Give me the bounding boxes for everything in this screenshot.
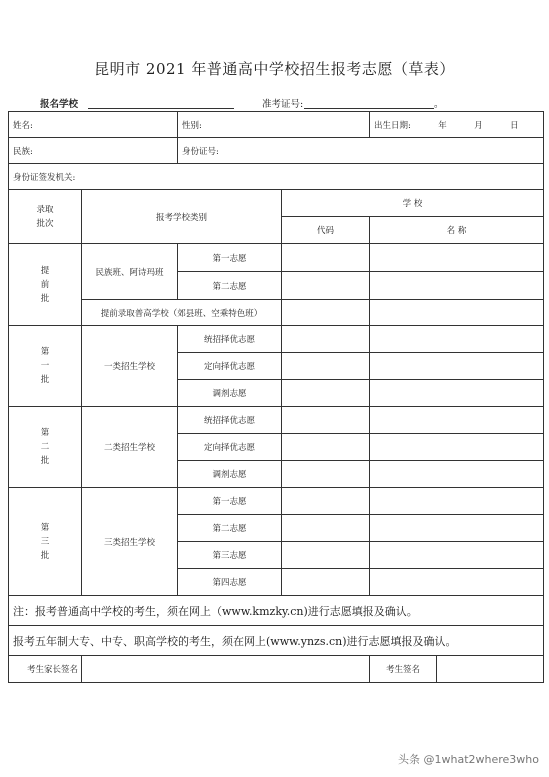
school-name-header: 名 称 bbox=[370, 217, 544, 244]
school-header: 学 校 bbox=[282, 190, 544, 217]
id-number-cell[interactable] bbox=[178, 138, 544, 164]
note-1: 注：报考普通高中学校的考生，须在网上（www.kmzky.cn)进行志愿填报及确认。 bbox=[9, 596, 544, 626]
school-name-input[interactable] bbox=[370, 461, 544, 488]
school-code-input[interactable] bbox=[282, 515, 370, 542]
id-number-label: 身份证号: bbox=[182, 146, 219, 157]
school-code-input[interactable] bbox=[282, 326, 370, 353]
choice-label: 第二志愿 bbox=[178, 272, 282, 300]
table-row bbox=[9, 300, 544, 326]
school-name-input[interactable] bbox=[370, 569, 544, 596]
student-signature-label: 考生签名 bbox=[370, 656, 437, 682]
school-code-input[interactable] bbox=[282, 272, 370, 300]
school-name-input[interactable] bbox=[370, 326, 544, 353]
note-row bbox=[9, 626, 544, 656]
school-code-input[interactable] bbox=[282, 300, 370, 326]
batch-second-group: 二类招生学校 bbox=[82, 407, 178, 488]
choice-label: 第三志愿 bbox=[178, 542, 282, 569]
gender-label: 性别: bbox=[182, 120, 202, 131]
table-header-row bbox=[9, 190, 544, 217]
dob-cell[interactable] bbox=[370, 112, 544, 138]
id-authority-cell[interactable] bbox=[9, 164, 544, 190]
school-name-input[interactable] bbox=[370, 244, 544, 272]
choice-label: 调剂志愿 bbox=[178, 461, 282, 488]
batch-third-group: 三类招生学校 bbox=[82, 488, 178, 596]
ethnicity-label: 民族: bbox=[13, 146, 33, 157]
choice-label: 第一志愿 bbox=[178, 244, 282, 272]
batch-first-label: 第 一 批 bbox=[9, 326, 82, 407]
school-code-input[interactable] bbox=[282, 461, 370, 488]
school-name-input[interactable] bbox=[370, 300, 544, 326]
choice-label: 统招择优志愿 bbox=[178, 407, 282, 434]
school-name-input[interactable] bbox=[370, 488, 544, 515]
choice-label: 统招择优志愿 bbox=[178, 326, 282, 353]
batch-header: 录取 批次 bbox=[9, 190, 82, 244]
table-row bbox=[9, 326, 544, 353]
choice-label: 定向择优志愿 bbox=[178, 353, 282, 380]
dob-month: 月 bbox=[474, 120, 483, 131]
batch-first-group: 一类招生学校 bbox=[82, 326, 178, 407]
student-signature-cell bbox=[370, 656, 544, 683]
school-name-input[interactable] bbox=[370, 272, 544, 300]
school-name-input[interactable] bbox=[370, 407, 544, 434]
school-code-input[interactable] bbox=[282, 244, 370, 272]
id-authority-label: 身份证签发机关: bbox=[13, 172, 76, 183]
school-name-input[interactable] bbox=[370, 515, 544, 542]
school-code-input[interactable] bbox=[282, 380, 370, 407]
school-input-line[interactable] bbox=[88, 108, 234, 109]
code-header: 代码 bbox=[282, 217, 370, 244]
batch-early-label: 提 前 批 bbox=[9, 244, 82, 326]
watermark: 头条 @1what2where3who bbox=[398, 753, 539, 766]
dob-day: 日 bbox=[510, 120, 519, 131]
school-label: 报名学校 bbox=[40, 99, 79, 110]
parent-signature-input[interactable] bbox=[82, 656, 370, 683]
batch-early-group2: 提前录取普高学校（郊县班、空乘特色班） bbox=[82, 300, 282, 326]
row-name bbox=[9, 112, 544, 138]
ethnicity-cell[interactable] bbox=[9, 138, 178, 164]
school-name-input[interactable] bbox=[370, 380, 544, 407]
application-form-table bbox=[8, 111, 544, 683]
choice-label: 调剂志愿 bbox=[178, 380, 282, 407]
batch-third-label: 第 三 批 bbox=[9, 488, 82, 596]
choice-label: 定向择优志愿 bbox=[178, 434, 282, 461]
batch-early-group: 民族班、阿诗玛班 bbox=[82, 244, 178, 300]
choice-label: 第二志愿 bbox=[178, 515, 282, 542]
table-row bbox=[9, 244, 544, 272]
gender-cell[interactable] bbox=[178, 112, 370, 138]
school-code-input[interactable] bbox=[282, 407, 370, 434]
table-row bbox=[9, 407, 544, 434]
signature-row bbox=[9, 656, 544, 683]
school-code-input[interactable] bbox=[282, 542, 370, 569]
school-code-input[interactable] bbox=[282, 488, 370, 515]
note-row bbox=[9, 596, 544, 626]
school-code-input[interactable] bbox=[282, 434, 370, 461]
school-code-input[interactable] bbox=[282, 353, 370, 380]
row-id-authority bbox=[9, 164, 544, 190]
exam-id-end: 。 bbox=[434, 99, 444, 110]
dob-year: 年 bbox=[438, 120, 447, 131]
note-2: 报考五年制大专、中专、职高学校的考生，须在网上(www.ynzs.cn)进行志愿填报及确认。 bbox=[9, 626, 544, 656]
name-cell[interactable] bbox=[9, 112, 178, 138]
exam-id-input-line[interactable] bbox=[304, 108, 434, 109]
category-header: 报考学校类别 bbox=[82, 190, 282, 244]
school-name-input[interactable] bbox=[370, 353, 544, 380]
row-ethnicity bbox=[9, 138, 544, 164]
choice-label: 第一志愿 bbox=[178, 488, 282, 515]
school-name-input[interactable] bbox=[370, 542, 544, 569]
choice-label: 第四志愿 bbox=[178, 569, 282, 596]
form-title: 昆明市 2021 年普通高中学校招生报考志愿（草表） bbox=[94, 60, 455, 78]
name-label: 姓名: bbox=[13, 120, 33, 131]
parent-signature-label: 考生家长签名 bbox=[9, 656, 82, 683]
school-code-input[interactable] bbox=[282, 569, 370, 596]
batch-second-label: 第 二 批 bbox=[9, 407, 82, 488]
dob-label: 出生日期: bbox=[374, 120, 411, 131]
table-row bbox=[9, 488, 544, 515]
school-name-input[interactable] bbox=[370, 434, 544, 461]
student-signature-input[interactable] bbox=[437, 656, 543, 682]
exam-id-label: 准考证号: bbox=[262, 99, 304, 110]
